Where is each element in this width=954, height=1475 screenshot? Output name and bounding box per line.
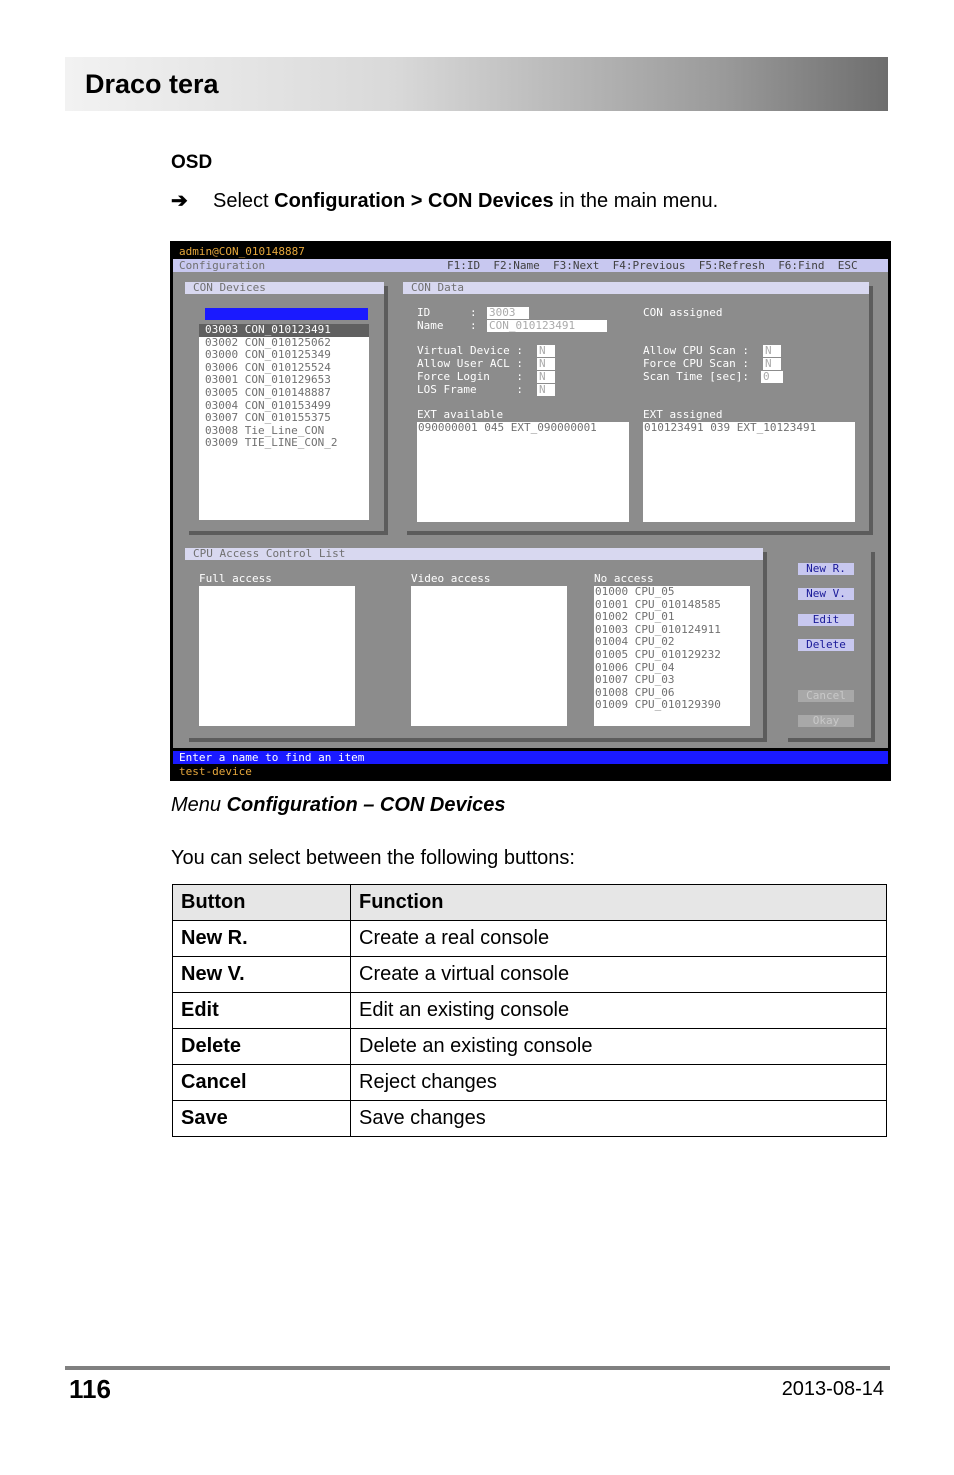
device-item[interactable]: 03000 CON_010125349 bbox=[205, 348, 331, 362]
osd-title-bar bbox=[173, 244, 888, 272]
table-header-row bbox=[173, 885, 887, 921]
cell-button: Save bbox=[173, 1101, 351, 1137]
device-item[interactable]: 03005 CON_010148887 bbox=[205, 385, 331, 399]
osd-screen bbox=[173, 272, 888, 748]
cell-function: Delete an existing console bbox=[351, 1029, 887, 1065]
scan-time-field[interactable]: 0 bbox=[761, 371, 783, 383]
cell-button: New V. bbox=[173, 957, 351, 993]
allow-user-acl-label: Allow User ACL : bbox=[417, 357, 523, 370]
instruction-line bbox=[171, 188, 718, 213]
cpu-acl-title: CPU Access Control List bbox=[185, 548, 763, 560]
new-r-button[interactable]: New R. bbox=[798, 563, 854, 575]
device-list[interactable] bbox=[199, 324, 369, 520]
ext-assigned-list[interactable] bbox=[643, 422, 855, 522]
id-field[interactable]: 3003 bbox=[487, 307, 529, 319]
section-heading: OSD bbox=[171, 152, 213, 173]
con-assigned-label: CON assigned bbox=[643, 306, 723, 319]
fkey-next[interactable]: F3:Next bbox=[552, 259, 600, 272]
osd-menu-bar bbox=[173, 259, 888, 272]
fkey-id[interactable]: F1:ID bbox=[447, 259, 481, 272]
table-row bbox=[173, 993, 887, 1029]
cpu-item[interactable]: 01008 CPU_06 bbox=[595, 685, 675, 699]
name-label: Name : bbox=[417, 319, 477, 332]
ext-available-label: EXT available bbox=[417, 408, 504, 421]
osd-fkeys bbox=[447, 259, 858, 272]
instruction-bold: Configuration > CON Devices bbox=[274, 190, 554, 212]
cell-function: Save changes bbox=[351, 1101, 887, 1137]
device-item[interactable]: 03008 Tie_Line_CON bbox=[205, 423, 325, 437]
cpu-item[interactable]: 01009 CPU_010129390 bbox=[595, 698, 721, 712]
fkey-previous[interactable]: F4:Previous bbox=[612, 259, 686, 272]
cpu-item[interactable]: 01003 CPU_010124911 bbox=[595, 622, 721, 636]
button-panel bbox=[784, 548, 871, 738]
cpu-item[interactable]: 01006 CPU_04 bbox=[595, 660, 675, 674]
force-cpu-scan-label: Force CPU Scan : bbox=[643, 357, 749, 370]
cell-function: Edit an existing console bbox=[351, 993, 887, 1029]
full-access-label: Full access bbox=[199, 572, 272, 585]
table-row bbox=[173, 957, 887, 993]
status-hint: Enter a name to find an item bbox=[173, 751, 888, 764]
status-device: test-device bbox=[179, 765, 252, 778]
cell-button: Edit bbox=[173, 993, 351, 1029]
device-item[interactable]: 03007 CON_010155375 bbox=[205, 411, 331, 425]
fkey-find[interactable]: F6:Find bbox=[778, 259, 825, 272]
table-row bbox=[173, 1029, 887, 1065]
cpu-item[interactable]: 01007 CPU_03 bbox=[595, 673, 675, 687]
cpu-item[interactable]: 01000 CPU_05 bbox=[595, 585, 675, 598]
okay-button[interactable]: Okay bbox=[798, 715, 854, 727]
cpu-item[interactable]: 01004 CPU_02 bbox=[595, 635, 675, 649]
figure-caption bbox=[171, 794, 506, 817]
fkey-esc[interactable]: ESC bbox=[837, 259, 858, 272]
header-function: Function bbox=[351, 885, 887, 921]
ext-assigned-label: EXT assigned bbox=[643, 408, 723, 421]
virtual-device-field[interactable]: N bbox=[537, 345, 555, 357]
full-access-list[interactable] bbox=[199, 586, 355, 726]
caption-prefix: Menu bbox=[171, 794, 227, 816]
ext-assigned-item[interactable]: 010123491 039 EXT_10123491 bbox=[644, 421, 817, 434]
allow-cpu-scan-label: Allow CPU Scan : bbox=[643, 344, 749, 357]
con-data-title: CON Data bbox=[403, 282, 869, 294]
no-access-list[interactable] bbox=[594, 586, 750, 726]
osd-user: admin@CON_010148887 bbox=[179, 245, 305, 258]
osd-menu-title: Configuration bbox=[179, 259, 266, 272]
cell-button: Delete bbox=[173, 1029, 351, 1065]
video-access-label: Video access bbox=[411, 572, 491, 585]
osd-screenshot bbox=[170, 241, 891, 781]
instruction-pre: Select bbox=[213, 190, 275, 212]
device-item[interactable]: 03004 CON_010153499 bbox=[205, 398, 331, 412]
cpu-acl-panel bbox=[185, 548, 763, 738]
force-cpu-scan-field[interactable]: N bbox=[763, 358, 781, 370]
page-header bbox=[65, 57, 888, 111]
fkey-name[interactable]: F2:Name bbox=[493, 259, 540, 272]
cpu-item[interactable]: 01005 CPU_010129232 bbox=[595, 647, 721, 661]
delete-button[interactable]: Delete bbox=[798, 639, 854, 651]
cell-button: Cancel bbox=[173, 1065, 351, 1101]
con-devices-panel bbox=[185, 282, 384, 531]
virtual-device-label: Virtual Device : bbox=[417, 344, 523, 357]
table-row bbox=[173, 1101, 887, 1137]
con-data-panel bbox=[403, 282, 869, 531]
no-access-label: No access bbox=[594, 572, 654, 585]
fkey-refresh[interactable]: F5:Refresh bbox=[698, 259, 765, 272]
caption-bold: Configuration – CON Devices bbox=[226, 794, 506, 816]
document-title: Draco tera bbox=[85, 69, 219, 99]
scan-time-label: Scan Time [sec]: bbox=[643, 370, 749, 383]
instruction-post: in the main menu. bbox=[553, 190, 719, 212]
button-function-table bbox=[172, 884, 887, 1137]
edit-button[interactable]: Edit bbox=[798, 614, 854, 626]
id-label: ID : bbox=[417, 306, 477, 319]
intro-text: You can select between the following buttons: bbox=[171, 847, 575, 869]
footer-divider bbox=[65, 1366, 890, 1370]
table-row bbox=[173, 921, 887, 957]
cell-function: Reject changes bbox=[351, 1065, 887, 1101]
device-item[interactable]: 03006 CON_010125524 bbox=[205, 360, 331, 374]
ext-available-list[interactable] bbox=[417, 422, 629, 522]
allow-cpu-scan-field[interactable]: N bbox=[763, 345, 781, 357]
video-access-list[interactable] bbox=[411, 586, 567, 726]
allow-user-acl-field[interactable]: N bbox=[537, 358, 555, 370]
arrow-icon: ➔ bbox=[171, 190, 188, 212]
los-frame-label: LOS Frame : bbox=[417, 383, 523, 396]
los-frame-field[interactable]: N bbox=[537, 384, 555, 396]
cell-function: Create a virtual console bbox=[351, 957, 887, 993]
ext-available-item[interactable]: 090000001 045 EXT_090000001 bbox=[418, 421, 597, 434]
new-v-button[interactable]: New V. bbox=[798, 588, 854, 600]
force-login-label: Force Login : bbox=[417, 370, 523, 383]
con-devices-title: CON Devices bbox=[185, 282, 384, 294]
cpu-item[interactable]: 01002 CPU_01 bbox=[595, 610, 675, 624]
device-search-input[interactable] bbox=[205, 308, 368, 320]
device-item[interactable]: 03009 TIE_LINE_CON_2 bbox=[205, 436, 338, 450]
cancel-button[interactable]: Cancel bbox=[798, 690, 854, 702]
header-button: Button bbox=[173, 885, 351, 921]
device-item-selected[interactable]: 03003 CON_010123491 bbox=[199, 324, 369, 337]
cpu-item[interactable]: 01001 CPU_010148585 bbox=[595, 597, 721, 611]
page-number: 116 bbox=[69, 1374, 111, 1404]
force-login-field[interactable]: N bbox=[537, 371, 555, 383]
osd-status-bar bbox=[173, 750, 888, 778]
cell-button: New R. bbox=[173, 921, 351, 957]
table-row bbox=[173, 1065, 887, 1101]
device-item[interactable]: 03002 CON_010125062 bbox=[205, 335, 331, 349]
name-field[interactable]: CON_010123491 bbox=[487, 320, 607, 332]
cell-function: Create a real console bbox=[351, 921, 887, 957]
document-date: 2013-08-14 bbox=[781, 1378, 884, 1400]
device-item[interactable]: 03001 CON_010129653 bbox=[205, 373, 331, 387]
